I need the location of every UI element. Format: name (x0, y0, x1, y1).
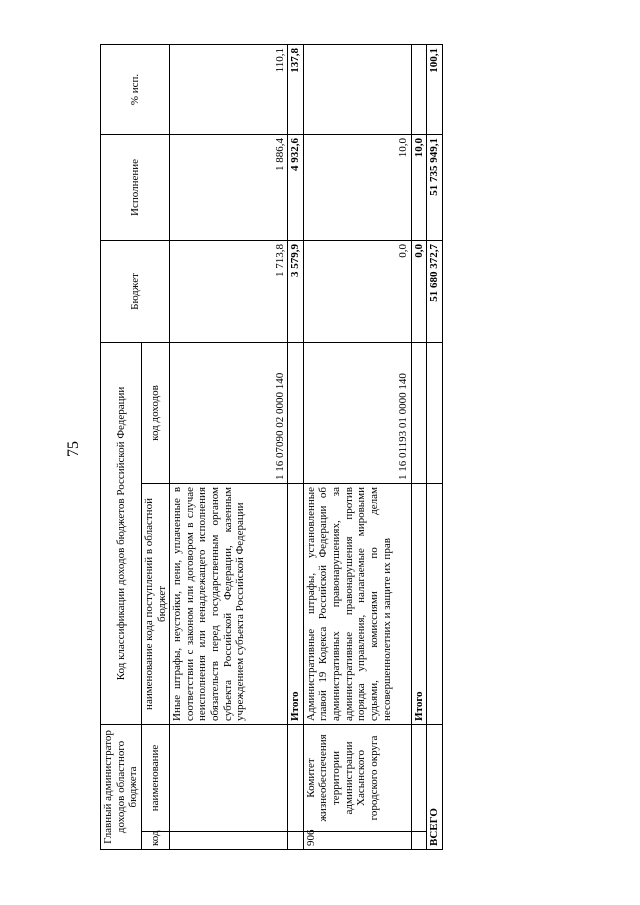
percent-value: 110,1 (170, 44, 288, 134)
revenue-table (100, 44, 443, 850)
header-percent: % исп. (101, 44, 170, 134)
revenue-code: 1 16 01193 01 0000 140 (303, 342, 411, 483)
subtotal-budget: 3 579,9 (288, 240, 304, 342)
header-row-1 (101, 44, 142, 849)
execution-value: 1 886,4 (170, 134, 288, 240)
header-revenue-name: наименование кода поступлений в областной бюджет (141, 483, 169, 724)
header-code: код (141, 832, 169, 850)
grand-total-label: ВСЕГО (427, 724, 443, 849)
grand-total-percent: 100,1 (427, 44, 443, 134)
revenue-description: Административные штрафы, установленные главой 19 Кодекса Российской Федерации об административных правонарушениях, за административные правонарушения против порядка управления, налагаемые мировыми судьями, комиссиями по делам несовершеннолетних и защите их прав (303, 483, 411, 724)
page-number: 75 (65, 441, 82, 457)
rotated-table-container (100, 45, 441, 850)
subtotal-budget: 0,0 (411, 240, 427, 342)
header-admin-group: Главный администратор доходов областного бюджета (101, 724, 142, 849)
revenue-description: Иные штрафы, неустойки, пени, уплаченные в соответствии с законом или договором в случае неисполнения или ненадлежащего исполнения обязательств перед государственным органом субъекта Российской Федерации, казенным учреждением субъекта Российской Федерации (170, 483, 288, 724)
admin-name: Комитет жизнеобеспечения территории администрации Хасынского городского округа (303, 724, 411, 831)
subtotal-label: Итого (288, 483, 304, 724)
header-budget: Бюджет (101, 240, 170, 342)
subtotal-execution: 10,0 (411, 134, 427, 240)
grand-total-budget: 51 680 372,7 (427, 240, 443, 342)
percent-value (303, 44, 411, 134)
subtotal-percent (411, 44, 427, 134)
subtotal-percent: 137,8 (288, 44, 304, 134)
table-row (303, 44, 411, 849)
budget-value: 1 713,8 (170, 240, 288, 342)
subtotal-row (288, 44, 304, 849)
revenue-code: 1 16 07090 02 0000 140 (170, 342, 288, 483)
subtotal-label: Итого (411, 483, 427, 724)
header-revenue-code: код доходов (141, 342, 169, 483)
grand-total-execution: 51 735 949,1 (427, 134, 443, 240)
execution-value: 10,0 (303, 134, 411, 240)
header-classification-group: Код классификации доходов бюджетов Российской Федерации (101, 342, 142, 724)
budget-value: 0,0 (303, 240, 411, 342)
admin-code: 906 (303, 832, 411, 850)
subtotal-row (411, 44, 427, 849)
header-name: наименование (141, 724, 169, 831)
table-row (170, 44, 288, 849)
header-execution: Исполнение (101, 134, 170, 240)
grand-total-row (427, 44, 443, 849)
subtotal-execution: 4 932,6 (288, 134, 304, 240)
